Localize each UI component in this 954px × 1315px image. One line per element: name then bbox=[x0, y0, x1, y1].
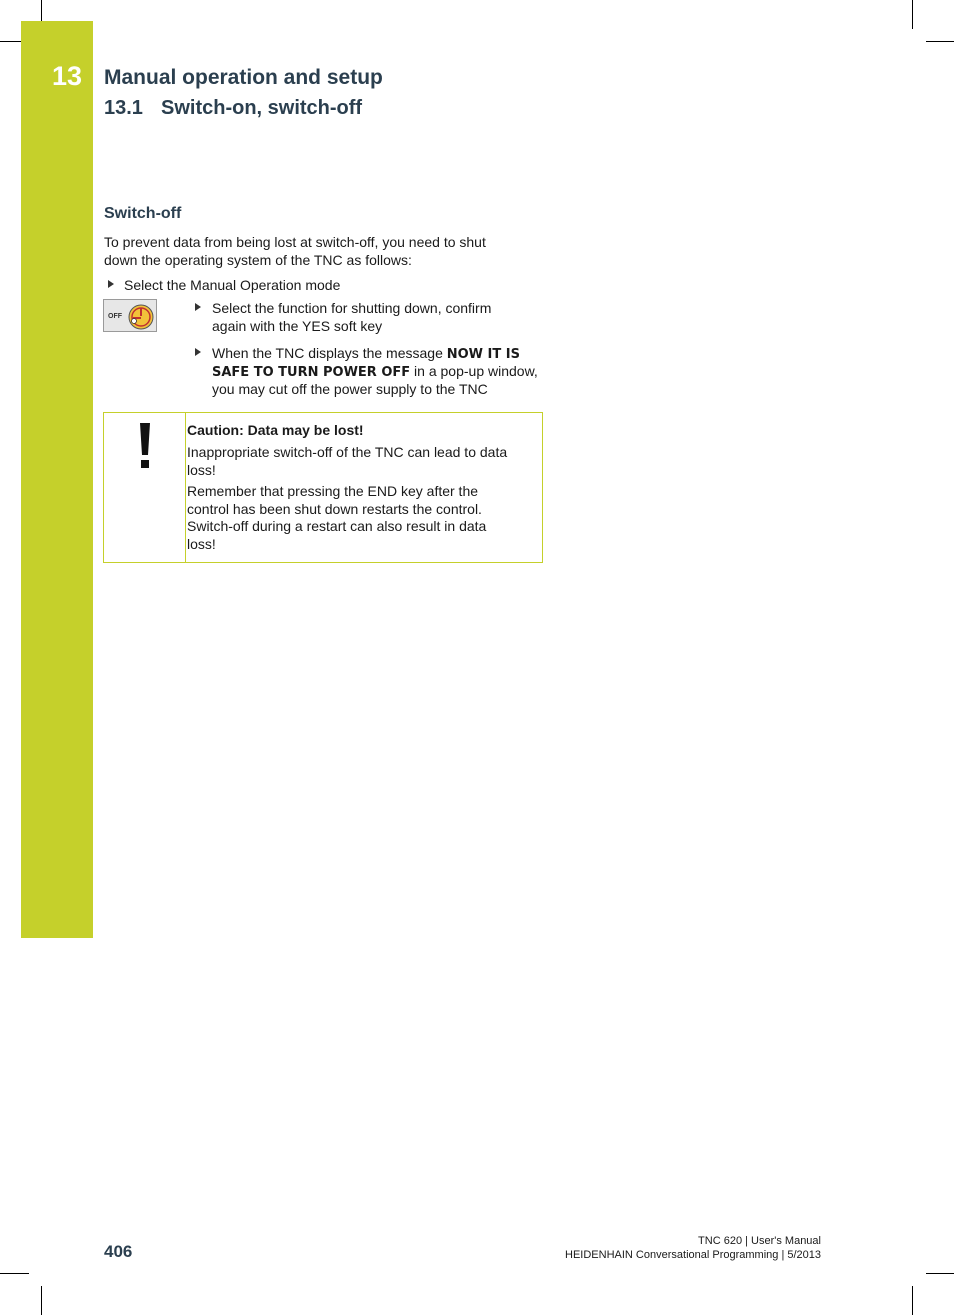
section-title-text: Switch-on, switch-off bbox=[161, 97, 363, 119]
caution-text: Switch-off during a restart can also result in data bbox=[187, 518, 487, 534]
step-manual-mode: Select the Manual Operation mode bbox=[124, 277, 341, 293]
footer-line: HEIDENHAIN Conversational Programming | 5/2013 bbox=[565, 1249, 821, 1261]
step-shutdown-line: again with the YES soft key bbox=[212, 318, 383, 334]
caution-text: loss! bbox=[187, 462, 216, 478]
step3-pre: When the TNC displays the message bbox=[212, 345, 447, 361]
caution-title: Caution: Data may be lost! bbox=[187, 422, 364, 438]
crop-mark bbox=[912, 1286, 913, 1315]
off-softkey-icon bbox=[103, 299, 157, 332]
caution-text: loss! bbox=[187, 536, 216, 552]
section-number: 13.1 bbox=[104, 97, 143, 119]
crop-mark bbox=[926, 1273, 954, 1274]
crop-mark bbox=[912, 0, 913, 29]
crop-mark bbox=[0, 1273, 29, 1274]
bullet-arrow-icon bbox=[195, 303, 201, 311]
intro-line: To prevent data from being lost at switch-off, you need to shut bbox=[104, 234, 486, 250]
step3-post: in a pop-up window, bbox=[410, 363, 538, 379]
message-text: SAFE TO TURN POWER OFF bbox=[212, 365, 411, 380]
exclamation-icon bbox=[138, 421, 152, 471]
chapter-number: 13 bbox=[52, 61, 83, 91]
subsection-heading: Switch-off bbox=[104, 205, 182, 222]
bullet-arrow-icon bbox=[195, 348, 201, 356]
crop-mark bbox=[926, 41, 954, 42]
caution-box bbox=[103, 412, 543, 563]
footer-line: TNC 620 | User's Manual bbox=[698, 1235, 821, 1247]
step-power-off-line bbox=[212, 362, 538, 382]
crop-mark bbox=[41, 0, 42, 21]
crop-mark bbox=[0, 41, 21, 42]
caution-text: control has been shut down restarts the control. bbox=[187, 501, 482, 517]
caution-text: Remember that pressing the END key after the bbox=[187, 483, 479, 499]
page-number: 406 bbox=[104, 1242, 133, 1261]
message-text: NOW IT IS bbox=[446, 347, 520, 362]
section-title bbox=[104, 97, 362, 120]
caution-text: Inappropriate switch-off of the TNC can lead to data bbox=[187, 444, 508, 460]
power-off-icon bbox=[128, 304, 155, 330]
softkey-label: OFF bbox=[108, 313, 122, 320]
step-power-off-line bbox=[212, 344, 520, 364]
step-shutdown-line: Select the function for shutting down, confirm bbox=[212, 300, 492, 316]
intro-line: down the operating system of the TNC as follows: bbox=[104, 252, 412, 268]
caution-divider bbox=[185, 413, 186, 562]
crop-mark bbox=[41, 1286, 42, 1315]
chapter-title: Manual operation and setup bbox=[104, 66, 383, 89]
chapter-sidebar bbox=[21, 21, 93, 938]
footer-doc-info bbox=[565, 1234, 821, 1262]
step-power-off-line: you may cut off the power supply to the TNC bbox=[212, 381, 488, 397]
bullet-arrow-icon bbox=[108, 280, 114, 288]
